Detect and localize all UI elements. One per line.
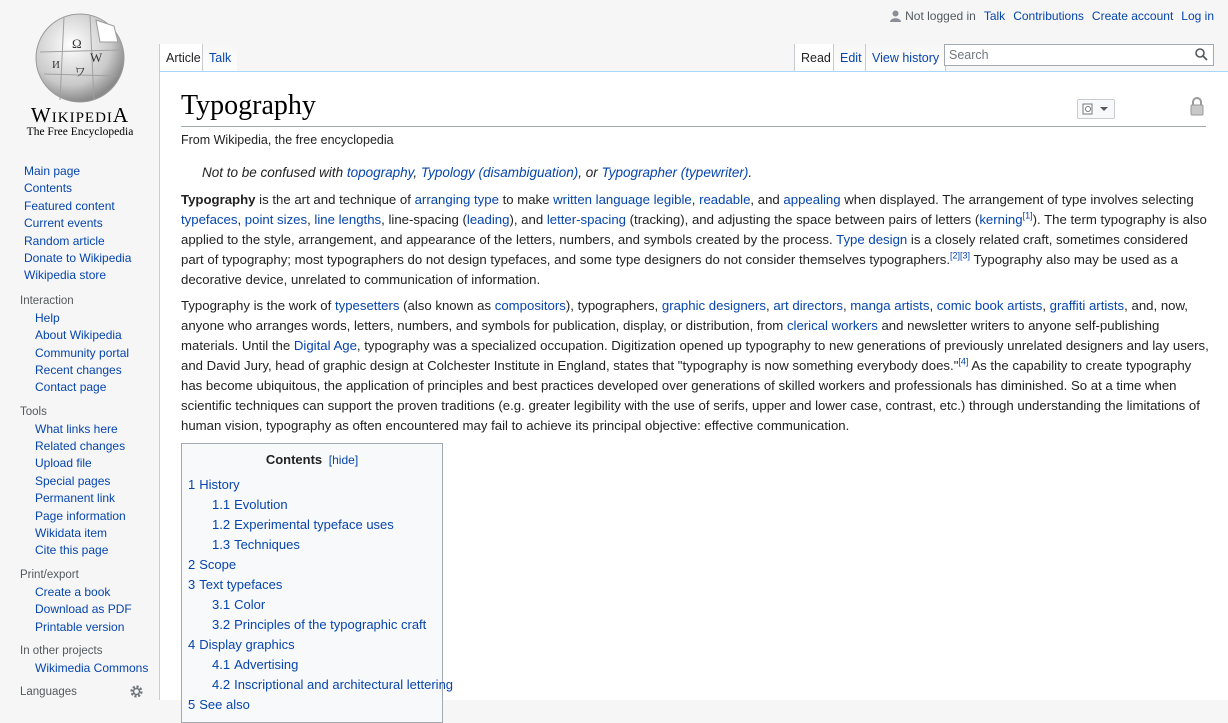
article-link[interactable]: comic book artists — [936, 298, 1043, 313]
paragraph-second — [181, 296, 1209, 436]
toc-item[interactable] — [188, 515, 436, 535]
toc-item-label[interactable]: Advertising — [234, 657, 299, 672]
text: , typography was a specialized occupation. Digitization opened up typography to new generations of previously unrelated designers and lay users, and David Jury, head of graphic design at Colchester Institute in England, states that "typography is now something everybody does." — [181, 338, 1209, 373]
text: , line-spacing ( — [381, 212, 467, 227]
svg-text:ワ: ワ — [74, 65, 87, 79]
interaction-portal — [35, 310, 158, 397]
tab-article[interactable]: Article — [159, 44, 207, 72]
bold-term: Typography — [181, 192, 256, 207]
text: , — [307, 212, 315, 227]
sidebar-item-featured-content[interactable]: Featured content — [24, 198, 115, 213]
toc-item-number[interactable]: 2 — [188, 557, 196, 572]
toc-item-label[interactable]: Color — [234, 597, 266, 612]
text: and newsletter writers to anyone self-publishing materials. Until the — [181, 318, 1160, 353]
text: , — [842, 298, 851, 313]
topography-link[interactable]: topography — [346, 165, 414, 180]
toc-item[interactable] — [188, 655, 436, 675]
hatnote-text: , or — [578, 165, 602, 180]
talk-link[interactable]: Talk — [983, 9, 1006, 23]
sidebar-item-cite-this-page[interactable]: Cite this page — [35, 543, 109, 558]
languages-heading — [20, 683, 144, 701]
toc-item-label[interactable]: Display graphics — [199, 637, 295, 652]
wikipedia-logo[interactable] — [0, 0, 160, 160]
gear-icon[interactable] — [129, 684, 144, 705]
sidebar-item-related-changes[interactable]: Related changes — [35, 439, 126, 454]
toc-item[interactable] — [188, 695, 436, 715]
languages-heading-label: Languages — [20, 686, 77, 699]
sidebar-item-help[interactable]: Help — [35, 310, 60, 325]
toc-item-number[interactable]: 4.2 — [212, 677, 231, 692]
log-in-link[interactable]: Log in — [1181, 9, 1214, 23]
sidebar-item-permanent-link[interactable]: Permanent link — [35, 491, 116, 506]
sidebar-item-contents[interactable]: Contents — [24, 181, 73, 196]
text: is a closely related craft, sometimes considered part of typography; most typographers do not design typefaces, and some type designers do not consider themselves typographers. — [181, 232, 1188, 267]
toc-item[interactable] — [188, 575, 436, 595]
article-link[interactable]: manga artists — [850, 298, 930, 313]
other-projects-portal — [35, 660, 158, 677]
table-of-contents — [181, 443, 454, 723]
article-link[interactable]: line lengths — [314, 212, 382, 227]
text: Typography is the work of — [181, 298, 335, 313]
svg-text:W: W — [90, 50, 103, 65]
toc-item-number[interactable]: 4 — [188, 637, 196, 652]
article-link[interactable]: leading — [466, 212, 510, 227]
sidebar — [0, 160, 158, 701]
toc-item-label[interactable]: See also — [199, 697, 250, 712]
logo-tagline: The Free Encyclopedia — [26, 126, 134, 138]
text: is the art and technique of — [255, 192, 415, 207]
toc-item-number[interactable]: 4.1 — [212, 657, 231, 672]
user-icon — [890, 10, 901, 22]
toc-item[interactable] — [188, 595, 436, 615]
text: , — [691, 192, 700, 207]
article-link[interactable]: arranging type — [414, 192, 499, 207]
toc-item-number[interactable]: 1.3 — [212, 537, 231, 552]
toc-item[interactable] — [188, 615, 436, 635]
sidebar-item-download-pdf[interactable]: Download as PDF — [35, 602, 132, 617]
page-tools-icon — [1078, 100, 1114, 118]
text: to make — [498, 192, 554, 207]
tab-talk[interactable]: Talk — [202, 44, 237, 72]
tab-edit[interactable]: Edit — [833, 44, 868, 72]
personal-tools — [890, 9, 1214, 23]
toc-item[interactable] — [188, 555, 436, 575]
text: ), and — [509, 212, 547, 227]
interaction-heading: Interaction — [20, 294, 74, 307]
search-icon[interactable] — [1195, 48, 1208, 64]
tools-heading: Tools — [20, 405, 47, 418]
sidebar-item-create-book[interactable]: Create a book — [35, 584, 111, 599]
article-link[interactable]: graphic designers — [661, 298, 766, 313]
sidebar-item-store[interactable]: Wikipedia store — [24, 268, 107, 283]
text: , — [1042, 298, 1050, 313]
hatnote-text: , — [413, 165, 421, 180]
toc-header — [188, 452, 436, 467]
svg-text:И: И — [52, 59, 60, 71]
article-link[interactable]: Digital Age — [293, 338, 357, 353]
lock-icon[interactable] — [1189, 96, 1205, 121]
toc-item-label[interactable]: Text typefaces — [199, 577, 283, 592]
sidebar-item-special-pages[interactable]: Special pages — [35, 473, 111, 488]
article-link[interactable]: readable — [699, 192, 751, 207]
toc-item-number[interactable]: 3 — [188, 577, 196, 592]
toc-item-number[interactable]: 1 — [188, 477, 196, 492]
toc-item-number[interactable]: 3.2 — [212, 617, 231, 632]
typology-link[interactable]: Typology (disambiguation) — [420, 165, 579, 180]
sidebar-item-contact-page[interactable]: Contact page — [35, 380, 107, 395]
toc-item[interactable] — [188, 475, 436, 495]
sidebar-item-current-events[interactable]: Current events — [24, 216, 103, 231]
toc-item-label[interactable]: Experimental typeface uses — [234, 517, 394, 532]
article-link[interactable]: Type design — [836, 232, 908, 247]
other-projects-heading: In other projects — [20, 644, 103, 657]
sidebar-item-donate[interactable]: Donate to Wikipedia — [24, 250, 132, 265]
hatnote-text: . — [748, 165, 753, 180]
toc-item-label[interactable]: Techniques — [234, 537, 300, 552]
sidebar-item-wikidata-item[interactable]: Wikidata item — [35, 526, 108, 541]
toc-item-label[interactable]: Scope — [199, 557, 237, 572]
print-export-portal — [35, 584, 158, 636]
sidebar-item-about[interactable]: About Wikipedia — [35, 328, 122, 343]
article-link[interactable]: point sizes — [244, 212, 308, 227]
article-link[interactable]: letter-spacing — [546, 212, 626, 227]
toc-item-label[interactable]: Inscriptional and architectural lettering — [234, 677, 454, 692]
text: , and — [750, 192, 784, 207]
text: (also known as — [399, 298, 495, 313]
article-link[interactable]: clerical workers — [786, 318, 878, 333]
text: (tracking), and adjusting the space between pairs of letters ( — [626, 212, 980, 227]
toc-item-label[interactable]: Evolution — [234, 497, 288, 512]
sidebar-item-what-links-here[interactable]: What links here — [35, 421, 118, 436]
sidebar-item-upload-file[interactable]: Upload file — [35, 456, 92, 471]
tools-portal — [35, 421, 158, 560]
create-account-link[interactable]: Create account — [1091, 9, 1174, 23]
svg-text:Ω: Ω — [72, 36, 82, 51]
article-link[interactable]: compositors — [494, 298, 566, 313]
article-link[interactable]: appealing — [783, 192, 841, 207]
article-link[interactable]: written language — [553, 192, 650, 207]
search-placeholder: Search — [949, 48, 989, 62]
toc-title: Contents — [265, 452, 323, 467]
puzzle-globe-icon — [34, 12, 126, 104]
toc-item[interactable] — [188, 675, 454, 695]
search-input[interactable] — [944, 44, 1214, 66]
toc-item-label[interactable]: Principles of the typographic craft — [234, 617, 427, 632]
sidebar-item-wikimedia-commons[interactable]: Wikimedia Commons — [35, 660, 149, 675]
toc-item-number[interactable]: 3.1 — [212, 597, 231, 612]
article-link[interactable]: typefaces — [181, 212, 238, 227]
toc-item[interactable] — [188, 535, 436, 555]
toc-hide-toggle[interactable]: [hide] — [328, 453, 359, 467]
sidebar-item-community-portal[interactable]: Community portal — [35, 345, 130, 360]
logo-wordmark: WIKIPEDIA — [30, 103, 130, 127]
text: , and, now, anyone who arranges words, letters, numbers, and symbols for publication, display, or distribution, from — [181, 298, 1188, 333]
toc-item-label[interactable]: History — [199, 477, 240, 492]
reference-link[interactable]: [2] — [949, 250, 960, 261]
print-export-heading: Print/export — [20, 568, 79, 581]
reference-link[interactable]: [3] — [960, 250, 971, 261]
text: ), typographers, — [565, 298, 662, 313]
text: As the capability to create typography has become ubiquitous, the application of principles and best practices developed over generations of skilled workers and professionals has diminished. So at a time when scientific techniques can support the proven traditions (e.g. greater legibility with the use of serifs, upper and lower case, contrast, etc.) through understanding the limitations of human vision, typography as often encountered may fail to achieve its principal objective: effective communication. — [181, 358, 1200, 433]
contributions-link[interactable]: Contributions — [1013, 9, 1084, 23]
typographer-link[interactable]: Typographer (typewriter) — [601, 165, 749, 180]
sidebar-item-recent-changes[interactable]: Recent changes — [35, 362, 122, 377]
hatnote-text: Not to be confused with — [202, 165, 347, 180]
toc-item-number[interactable]: 1.2 — [212, 517, 231, 532]
sidebar-item-page-information[interactable]: Page information — [35, 508, 126, 523]
toc-item[interactable] — [188, 635, 436, 655]
sidebar-item-random-article[interactable]: Random article — [24, 233, 105, 248]
text: when displayed. The arrangement of type involves selecting — [840, 192, 1194, 207]
text: , — [237, 212, 245, 227]
toc-item-number[interactable]: 1.1 — [212, 497, 231, 512]
not-logged-in-label: Not logged in — [905, 9, 976, 23]
sidebar-item-printable-version[interactable]: Printable version — [35, 619, 125, 634]
page-subtitle: From Wikipedia, the free encyclopedia — [181, 133, 394, 147]
page-title: Typography — [181, 90, 1206, 127]
article-link[interactable]: art directors — [773, 298, 843, 313]
tab-read[interactable]: Read — [794, 44, 837, 72]
toc-item[interactable] — [188, 495, 436, 515]
not-logged-in — [890, 9, 976, 23]
paragraph-intro — [181, 190, 1209, 290]
article-link[interactable]: kerning — [979, 212, 1023, 227]
text: , — [929, 298, 937, 313]
article-link[interactable]: legible — [653, 192, 692, 207]
page-tools-dropdown[interactable] — [1077, 99, 1115, 119]
navigation-portal — [24, 163, 158, 285]
text: , — [765, 298, 774, 313]
sidebar-item-main-page[interactable]: Main page — [24, 164, 81, 178]
article-link[interactable]: typesetters — [334, 298, 400, 313]
content-area — [159, 71, 1228, 712]
toc-item-number[interactable]: 5 — [188, 697, 196, 712]
hatnote — [202, 165, 752, 180]
toc-list — [188, 475, 454, 715]
reference-link[interactable]: [4] — [958, 356, 969, 367]
article-link[interactable]: graffiti artists — [1049, 298, 1125, 313]
reference-link[interactable]: [1] — [1022, 210, 1033, 221]
tab-view-history[interactable]: View history — [865, 44, 946, 72]
text: ). The term typography is also applied to the style, arrangement, and appearance of the letters, numbers, and symbols created by the process. — [181, 212, 1207, 247]
text: Typography also may be used as a decorative device, unrelated to communication of information. — [181, 252, 1178, 287]
